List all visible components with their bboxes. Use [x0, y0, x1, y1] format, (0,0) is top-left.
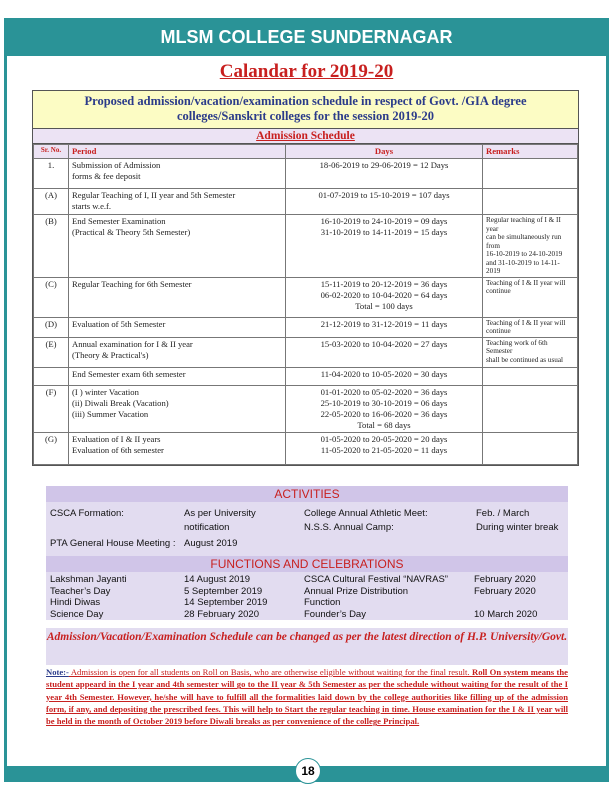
- row-remarks-line: continue: [486, 287, 511, 295]
- function-name: CSCA Cultural Festival “NAVRAS”: [304, 574, 448, 585]
- row-days-line: 15-03-2020 to 10-04-2020 = 27 days: [320, 338, 448, 349]
- left-border: [4, 56, 7, 766]
- csca-value: As per University: [184, 508, 256, 519]
- col-period: Period: [69, 145, 286, 159]
- row-period-line: (Practical & Theory 5th Semester): [72, 227, 191, 237]
- table-row: [34, 432, 578, 464]
- row-sr: (A): [34, 189, 69, 215]
- table-row: [34, 385, 578, 432]
- row-days-line: 31-10-2019 to 14-11-2019 = 15 days: [320, 227, 448, 237]
- col-days: Days: [286, 145, 483, 159]
- row-remarks-line: can be simultaneously run from: [486, 233, 562, 250]
- schedule-table: [33, 144, 578, 465]
- row-sr: (E): [34, 337, 69, 367]
- nss-value: During winter break: [476, 522, 559, 533]
- function-date: February 2020: [474, 574, 536, 585]
- row-period-line: (Theory & Practical's): [72, 349, 149, 360]
- row-remarks: [483, 337, 578, 367]
- row-remarks: [483, 367, 578, 385]
- row-sr: 1.: [34, 159, 69, 189]
- row-period-line: End Semester Examination: [72, 216, 166, 226]
- schedule-change-note: Admission/Vacation/Examination Schedule can be changed as per the latest direction of H.P. University/Govt.: [46, 628, 568, 665]
- row-period: [69, 215, 286, 278]
- row-period: [69, 385, 286, 432]
- row-days: [286, 317, 483, 337]
- row-period: [69, 432, 286, 464]
- row-remarks-line: Regular teaching of I & II year: [486, 216, 561, 233]
- row-period-line: (ii) Diwali Break (Vacation): [72, 397, 169, 408]
- function-name: Teacher’s Day: [50, 585, 111, 597]
- row-period-line: Annual examination for I & II year: [72, 338, 193, 349]
- row-days-line: 06-02-2020 to 10-04-2020 = 64 days: [320, 289, 448, 300]
- function-name: Lakshman Jayanti: [50, 574, 127, 585]
- row-sr: (D): [34, 317, 69, 337]
- row-period-line: Evaluation of 6th semester: [72, 444, 164, 455]
- row-period: [69, 159, 286, 189]
- function-name: Founder’s Day: [304, 608, 366, 620]
- page-number: 18: [295, 758, 321, 784]
- row-days-line: 16-10-2019 to 24-10-2019 = 09 days: [320, 216, 448, 226]
- table-row: [34, 159, 578, 189]
- row-sr: (B): [34, 215, 69, 278]
- row-period-line: starts w.e.f.: [72, 201, 112, 211]
- col-remarks: Remarks: [483, 145, 578, 159]
- row-days: [286, 277, 483, 317]
- function-name: Annual Prize Distribution: [304, 585, 409, 597]
- functions-title: FUNCTIONS AND CELEBRATIONS: [46, 556, 568, 572]
- row-days-line: Total = 68 days: [357, 419, 411, 430]
- row-remarks-line: continue: [486, 327, 511, 335]
- row-remarks-line: shall be continued as usual: [486, 355, 564, 364]
- row-days: [286, 215, 483, 278]
- row-remarks-line: Teaching work of 6th Semester: [486, 338, 548, 355]
- row-days-line: 11-04-2020 to 10-05-2020 = 30 days: [320, 368, 448, 379]
- row-sr: (F): [34, 385, 69, 432]
- college-header: [4, 18, 609, 56]
- row-period-line: (iii) Summer Vacation: [72, 408, 149, 419]
- row-days-line: 25-10-2019 to 30-10-2019 = 06 days: [320, 397, 448, 408]
- pta-label: PTA General House Meeting :: [50, 538, 176, 549]
- row-remarks: [483, 159, 578, 189]
- row-days: [286, 189, 483, 215]
- activities-title: ACTIVITIES: [46, 486, 568, 502]
- row-days-line: 22-05-2020 to 16-06-2020 = 36 days: [320, 408, 448, 419]
- row-days-line: 11-05-2020 to 21-05-2020 = 11 days: [320, 444, 448, 455]
- row-period-line: Regular Teaching for 6th Semester: [72, 278, 192, 289]
- row-remarks-line: 16-10-2019 to 24-10-2019: [486, 250, 563, 258]
- pta-value: August 2019: [184, 538, 238, 549]
- table-row: [34, 189, 578, 215]
- row-period: [69, 277, 286, 317]
- row-period-line: Evaluation of I & II years: [72, 433, 161, 444]
- table-row: [34, 277, 578, 317]
- function-date: 14 September 2019: [184, 597, 268, 608]
- function-date: 14 August 2019: [184, 574, 251, 585]
- row-period: [69, 367, 286, 385]
- college-name: MLSM COLLEGE SUNDERNAGAR: [160, 27, 453, 47]
- table-row: [34, 367, 578, 385]
- row-remarks: [483, 432, 578, 464]
- row-period-line: forms & fee deposit: [72, 171, 141, 181]
- athletic-meet-value: Feb. / March: [476, 508, 530, 519]
- row-days: [286, 385, 483, 432]
- row-period-line: Regular Teaching of I, II year and 5th Semester: [72, 190, 236, 200]
- row-remarks-line: and 31-10-2019 to 14-11-2019: [486, 258, 560, 275]
- row-period: [69, 189, 286, 215]
- row-remarks-line: Teaching of I & II year will: [486, 318, 566, 327]
- row-days-line: 01-07-2019 to 15-10-2019 = 107 days: [318, 190, 450, 200]
- row-days-line: 01-01-2020 to 05-02-2020 = 36 days: [320, 386, 448, 397]
- table-header-row: [34, 145, 578, 159]
- schedule-subheading: Admission Schedule: [33, 129, 578, 144]
- function-date: 28 February 2020: [184, 608, 259, 620]
- function-date: 5 September 2019: [184, 585, 263, 597]
- row-period-line: (I ) winter Vacation: [72, 386, 139, 397]
- row-remarks: [483, 385, 578, 432]
- function-date: February 2020: [474, 585, 536, 597]
- row-days: [286, 159, 483, 189]
- schedule-heading: Proposed admission/vacation/examination schedule in respect of Govt. /GIA degree colleges/Sanskrit colleges for the session 2019-20: [33, 91, 578, 129]
- col-sr: Sr. No.: [34, 145, 69, 159]
- row-days-line: 18-06-2019 to 29-06-2019 = 12 Days: [319, 160, 449, 170]
- table-row: [34, 337, 578, 367]
- csca-value-2: notification: [184, 522, 230, 533]
- row-remarks: [483, 317, 578, 337]
- activities-box: [46, 486, 568, 620]
- csca-label: CSCA Formation:: [50, 508, 124, 519]
- row-period: [69, 317, 286, 337]
- function-name: Function: [304, 597, 341, 608]
- schedule-table-box: [32, 90, 579, 466]
- row-period-line: End Semester exam 6th semester: [72, 368, 186, 379]
- admission-note: [46, 666, 568, 727]
- page-title: Calandar for 2019-20: [219, 61, 394, 82]
- table-row: [34, 215, 578, 278]
- table-row: [34, 317, 578, 337]
- row-period: [69, 337, 286, 367]
- row-days-line: 01-05-2020 to 20-05-2020 = 20 days: [320, 433, 448, 444]
- row-days-line: 15-11-2019 to 20-12-2019 = 36 days: [320, 278, 448, 289]
- note-label: Note:-: [46, 667, 69, 677]
- row-remarks-line: Teaching of I & II year will: [486, 278, 566, 287]
- row-remarks: [483, 215, 578, 278]
- row-sr: (G): [34, 432, 69, 464]
- note-bold-text: Roll On system means the student appeard in the I year and 4th semester will go to the II year & 5th Semester as per the schedule without waiting for the result of the I year 4th Semester. However, he/she will have to fulfill all the formalities laid down by the college authorities like filling up of the admission form, if any, and depositing the prescribed fees. This will help to Start the regular teaching in time. House examination for the I & II year will be held in the month of October 2019 before Diwali breaks as per convenience of the college Principal.: [46, 667, 568, 727]
- row-days-line: 21-12-2019 to 31-12-2019 = 11 days: [320, 318, 448, 329]
- note-plain-text: Admission is open for all students on Roll on Basis, who are otherwise eligible without waiting for the final result.: [68, 667, 472, 677]
- row-days: [286, 337, 483, 367]
- function-date: 10 March 2020: [474, 608, 538, 620]
- athletic-meet-label: College Annual Athletic Meet:: [304, 508, 428, 519]
- row-remarks: [483, 277, 578, 317]
- function-name: Science Day: [50, 608, 104, 620]
- row-remarks: [483, 189, 578, 215]
- row-period-line: Evaluation of 5th Semester: [72, 318, 166, 329]
- row-sr: (C): [34, 277, 69, 317]
- function-name: Hindi Diwas: [50, 597, 101, 608]
- row-days: [286, 367, 483, 385]
- nss-label: N.S.S. Annual Camp:: [304, 522, 394, 533]
- row-days-line: Total = 100 days: [355, 300, 413, 311]
- row-sr: [34, 367, 69, 385]
- row-period-line: Submission of Admission: [72, 160, 161, 170]
- right-border: [606, 56, 609, 766]
- row-days: [286, 432, 483, 464]
